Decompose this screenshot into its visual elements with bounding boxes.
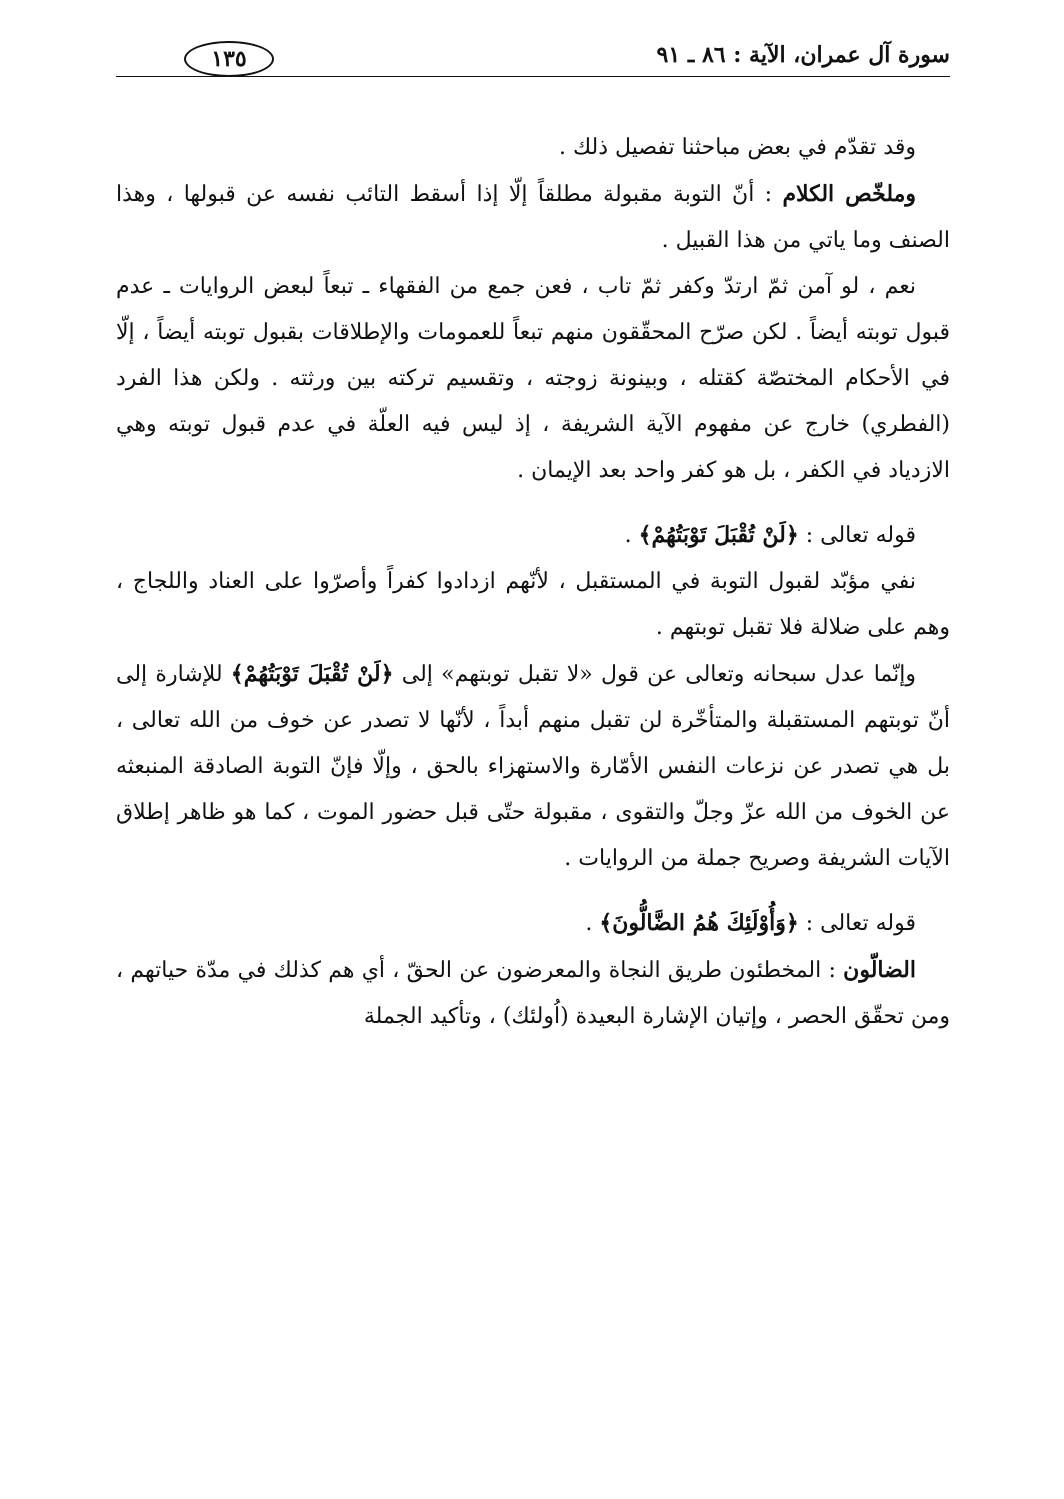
quran-verse: ﴿لَنْ تُقْبَلَ تَوْبَتُهُمْ﴾	[230, 661, 394, 687]
verse-suffix: .	[624, 523, 639, 548]
verse-heading	[116, 900, 950, 947]
paragraph: نفي مؤبّد لقبول التوبة في المستقبل ، لأنّهم ازدادوا كفراً وأصرّوا على العناد واللجاج ، وهم على ضلالة فلا تقبل توبتهم .	[116, 569, 950, 640]
verse-intro: قوله تعالى :	[798, 911, 916, 936]
quran-verse: ﴿لَنْ تُقْبَلَ تَوْبَتُهُمْ﴾	[638, 522, 799, 548]
paragraph-text: للإشارة إلى أنّ توبتهم المستقبلة والمتأخّرة لن تقبل منهم أبداً ، لأنّها لا تصدر عن خوف من الله تعالى ، بل هي تصدر عن نزعات النفس الأمّارة والاستهزاء بالحق ، وإلّا فإنّ التوبة الصادقة المنبعثه عن الخوف من الله عزّ وجلّ والتقوى ، مقبولة حتّى قبل حضور الموت ، كما هو ظاهر إطلاق الآيات الشريفة وصريح جملة من الروايات .	[116, 662, 950, 871]
paragraph	[116, 651, 950, 882]
term-label: الضالّون	[843, 957, 916, 983]
paragraph	[116, 947, 950, 1040]
paragraph-text: : أنّ التوبة مقبولة مطلقاً إلّا إذا أسقط التائب نفسه عن قبولها ، وهذا الصنف وما ياتي من هذا القبيل .	[116, 182, 950, 253]
verse-intro: قوله تعالى :	[798, 523, 916, 548]
paragraph-text: وإنّما عدل سبحانه وتعالى عن قول «لا تقبل توبتهم» إلى	[393, 662, 916, 687]
page-header	[116, 38, 950, 82]
body-text	[116, 125, 950, 1040]
paragraph	[116, 171, 950, 264]
verse-heading	[116, 512, 950, 559]
quran-verse: ﴿وَأُوْلَئِكَ هُمُ الضَّالُّونَ﴾	[599, 910, 799, 936]
paragraph: وقد تقدّم في بعض مباحثنا تفصيل ذلك .	[559, 135, 916, 160]
running-title: سورة آل عمران، الآية : ٨٦ ـ ٩١	[656, 42, 950, 68]
paragraph-text: : المخطئون طريق النجاة والمعرضون عن الحقّ ، أي هم كذلك في مدّة حياتهم ، ومن تحقّق الحصر ، وإتيان الإشارة البعيدة (اُولئك) ، وتأكيد الجملة	[116, 958, 950, 1029]
paragraph: نعم ، لو آمن ثمّ ارتدّ وكفر ثمّ تاب ، فعن جمع من الفقهاء ـ تبعاً لبعض الروايات ـ عدم قبول توبته أيضاً . لكن صرّح المحقّقون منهم تبعاً للعمومات والإطلاقات بقبول توبته أيضاً ، إلّا في الأحكام المختصّة كقتله ، وبينونة زوجته ، وتقسيم تركته بين ورثته . ولكن هذا الفرد (الفطري) خارج عن مفهوم الآية الشريفة ، إذ ليس فيه العلّة في عدم قبول توبته وهي الازدياد في الكفر ، بل هو كفر واحد بعد الإيمان .	[116, 274, 950, 483]
page-number: ١٣٥	[184, 41, 274, 77]
term-label: وملخّص الكلام	[782, 181, 917, 207]
verse-suffix: .	[585, 911, 600, 936]
